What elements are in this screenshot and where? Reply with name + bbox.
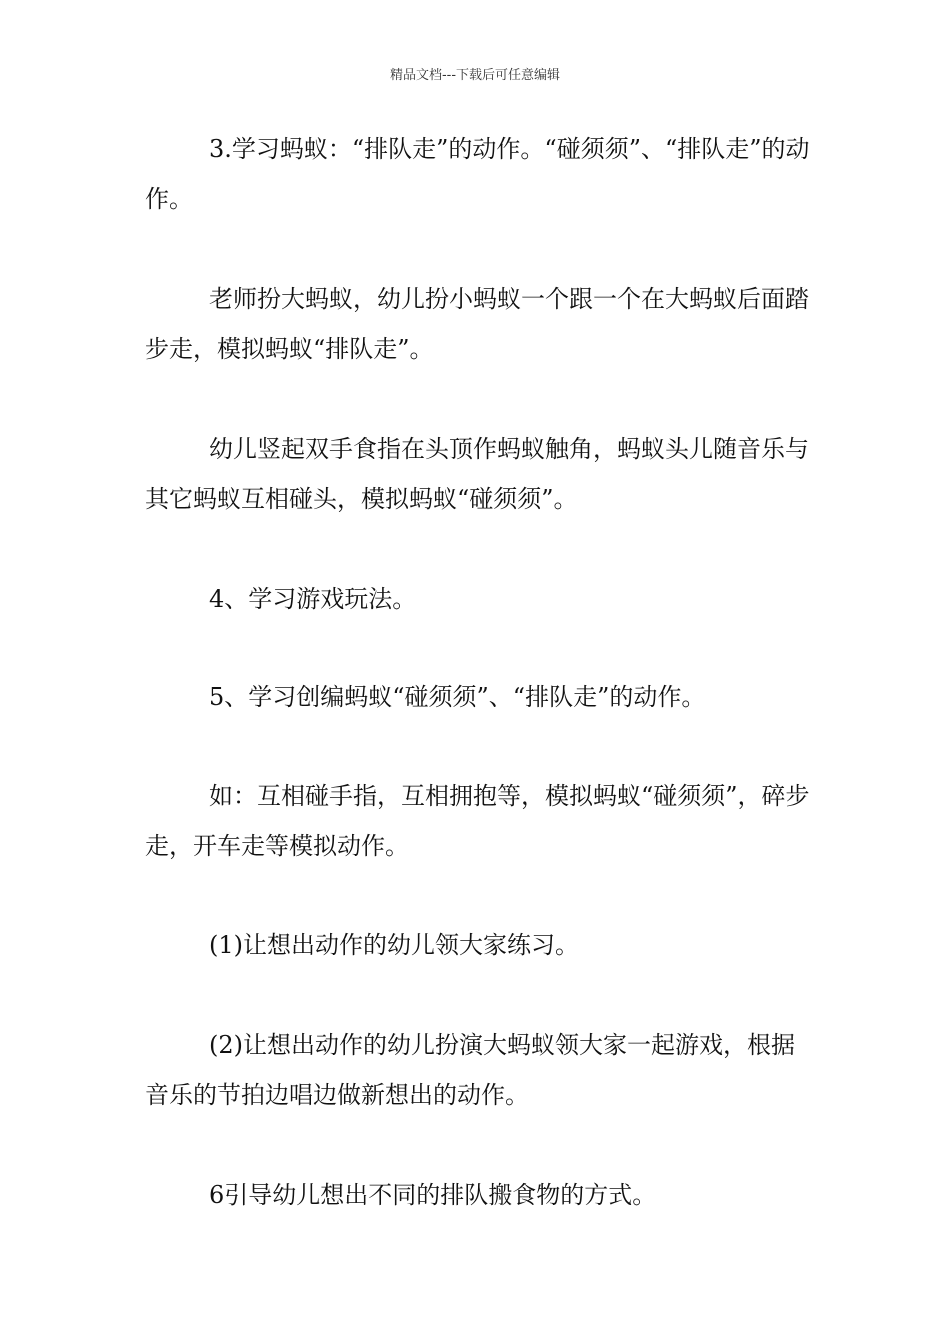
page-header: 精品文档---下载后可任意编辑 bbox=[389, 68, 561, 83]
paragraph-antenna-bump: 幼儿竖起双手食指在头顶作蚂蚁触角，蚂蚁头儿随音乐与其它蚂蚁互相碰头，模拟蚂蚁“碰须须”。 bbox=[145, 435, 809, 513]
paragraph-step-4: 4、学习游戏玩法。 bbox=[209, 585, 417, 613]
paragraph-step-6: 6引导幼儿想出不同的排队搬食物的方式。 bbox=[209, 1181, 657, 1209]
paragraph-teacher-big-ant: 老师扮大蚂蚁，幼儿扮小蚂蚁一个跟一个在大蚂蚁后面踏步走，模拟蚂蚁“排队走”。 bbox=[145, 285, 809, 363]
paragraph-sub-1: (1)让想出动作的幼儿领大家练习。 bbox=[209, 931, 579, 959]
paragraph-step-5: 5、学习创编蚂蚁“碰须须”、“排队走”的动作。 bbox=[209, 683, 706, 711]
paragraph-example-actions: 如：互相碰手指，互相拥抱等，模拟蚂蚁“碰须须”，碎步走，开车走等模拟动作。 bbox=[145, 782, 810, 860]
paragraph-sub-2: (2)让想出动作的幼儿扮演大蚂蚁领大家一起游戏，根据音乐的节拍边唱边做新想出的动作。 bbox=[145, 1031, 795, 1109]
paragraph-step-3: 3.学习蚂蚁：“排队走”的动作。“碰须须”、“排队走”的动作。 bbox=[145, 135, 810, 213]
